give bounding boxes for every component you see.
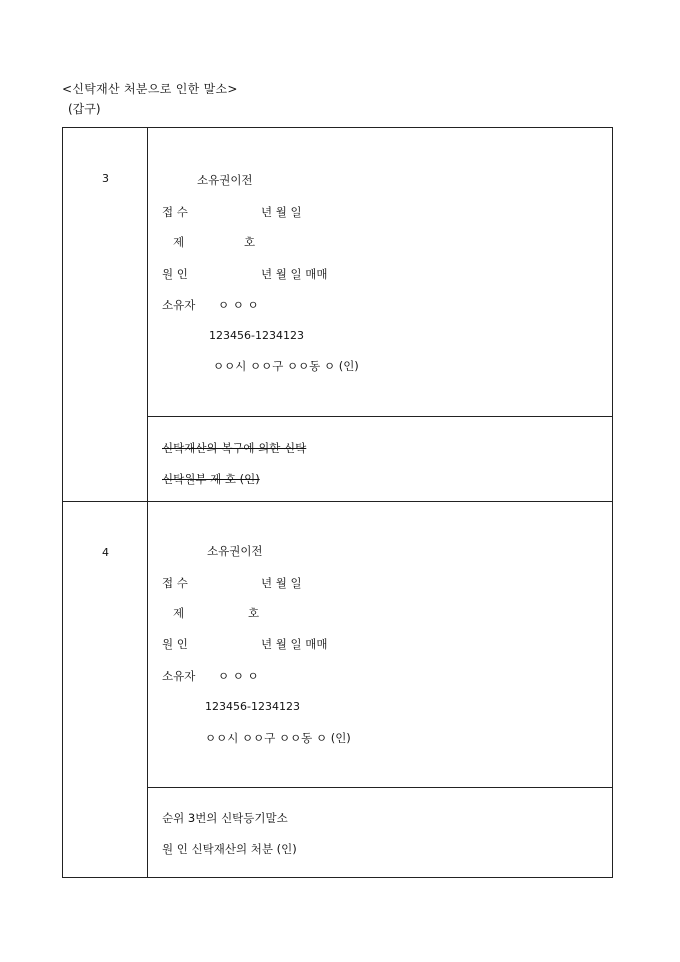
number-suffix: 호 xyxy=(248,606,260,620)
column-divider xyxy=(147,128,148,877)
owner-address: ㅇㅇ시 ㅇㅇ구 ㅇㅇ동 ㅇ (인) xyxy=(213,359,359,373)
owner-name: ㅇ ㅇ ㅇ xyxy=(218,669,259,683)
cause-value: 년 월 일 매매 xyxy=(261,637,328,651)
register-table xyxy=(62,127,613,878)
owner-id-number: 123456-1234123 xyxy=(205,700,300,713)
registration-purpose: 소유권이전 xyxy=(207,544,263,558)
owner-name: ㅇ ㅇ ㅇ xyxy=(218,298,259,312)
trust-cancellation-cause: 원 인 신탁재산의 처분 (인) xyxy=(162,842,297,856)
row-divider xyxy=(63,501,612,502)
cancelled-trust-note: 신탁재산의 복구에 의한 신탁 xyxy=(162,441,307,455)
note-divider-3 xyxy=(147,416,612,417)
reception-label: 접 수 xyxy=(162,576,188,590)
number-label: 제 xyxy=(173,606,185,620)
registration-purpose: 소유권이전 xyxy=(197,173,253,187)
rank-number: 3 xyxy=(102,172,109,185)
reception-date: 년 월 일 xyxy=(261,576,302,590)
document-heading: <신탁재산 처분으로 인한 말소> xyxy=(62,82,238,96)
cancelled-trust-register-note: 신탁원부 제 호 (인) xyxy=(162,472,260,486)
note-divider-4 xyxy=(147,787,612,788)
owner-label: 소유자 xyxy=(162,298,196,312)
reception-label: 접 수 xyxy=(162,205,188,219)
cause-label: 원 인 xyxy=(162,267,188,281)
number-label: 제 xyxy=(173,235,185,249)
owner-id-number: 123456-1234123 xyxy=(209,329,304,342)
cause-label: 원 인 xyxy=(162,637,188,651)
number-suffix: 호 xyxy=(244,235,256,249)
cause-value: 년 월 일 매매 xyxy=(261,267,328,281)
rank-number: 4 xyxy=(102,546,109,559)
owner-label: 소유자 xyxy=(162,669,196,683)
reception-date: 년 월 일 xyxy=(261,205,302,219)
trust-cancellation-note: 순위 3번의 신탁등기말소 xyxy=(162,811,288,825)
section-label: (갑구) xyxy=(68,102,101,116)
owner-address: ㅇㅇ시 ㅇㅇ구 ㅇㅇ동 ㅇ (인) xyxy=(205,731,351,745)
